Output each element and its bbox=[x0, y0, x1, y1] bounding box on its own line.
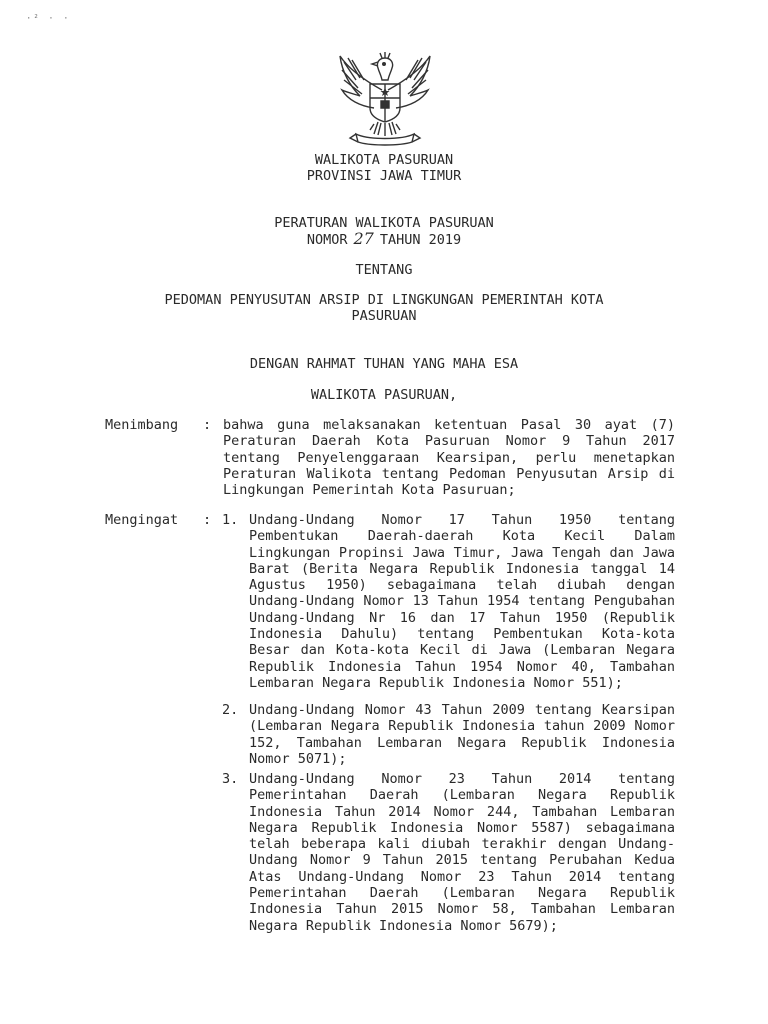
subject-line-2: PASURUAN bbox=[351, 308, 417, 324]
province-title: PROVINSI JAWA TIMUR bbox=[306, 168, 462, 184]
list-item-number: 1. bbox=[222, 512, 239, 528]
number-prefix: NOMOR bbox=[306, 232, 348, 248]
about-heading: TENTANG bbox=[355, 262, 413, 278]
list-item-text: Undang-Undang Nomor 23 Tahun 2014 tentang Pemerintahan Daerah (Lembaran Negara Republik Indonesia Tahun 2014 Nomor 244, Tambahan Lembaran Negara Republik Indonesia Nomor 5587) sebagaimana telah beberapa kali diubah terakhir dengan Undang-Undang Nomor 9 Tahun 2015 tentang Perubahan Kedua Atas Undang-Undang Nomor 23 Tahun 2014 tentang Pemerintahan Daerah (Lembaran Negara Republik Indonesia Tahun 2015 Nomor 58, Tambahan Lembaran Negara Republik Indonesia Nomor 5679); bbox=[249, 771, 675, 934]
regulation-year: TAHUN 2019 bbox=[379, 232, 462, 248]
corner-marks: ·² · · bbox=[26, 14, 71, 24]
regulation-number: 27 bbox=[353, 229, 374, 248]
regulation-number-line bbox=[0, 231, 768, 248]
list-item-text: Undang-Undang Nomor 43 Tahun 2009 tentang Kearsipan (Lembaran Negara Republik Indonesia tahun 2009 Nomor 152, Tambahan Lembaran Negara Republik Indonesia Nomor 5071); bbox=[249, 702, 675, 767]
mayor-line: WALIKOTA PASURUAN, bbox=[310, 387, 458, 403]
subject-line-1: PEDOMAN PENYUSUTAN ARSIP DI LINGKUNGAN PEMERINTAH KOTA bbox=[164, 292, 604, 308]
mengingat-label: Mengingat bbox=[105, 512, 179, 528]
garuda-emblem-icon bbox=[334, 50, 436, 148]
mengingat-colon: : bbox=[203, 512, 212, 528]
list-item-number: 3. bbox=[222, 771, 239, 787]
menimbang-colon: : bbox=[203, 417, 212, 433]
regulation-title: PERATURAN WALIKOTA PASURUAN bbox=[274, 215, 494, 231]
issuer-title: WALIKOTA PASURUAN bbox=[314, 152, 454, 168]
list-item-number: 2. bbox=[222, 702, 239, 718]
menimbang-label: Menimbang bbox=[105, 417, 179, 433]
list-item-text: Undang-Undang Nomor 17 Tahun 1950 tentang Pembentukan Daerah-daerah Kota Kecil Dalam Lingkungan Propinsi Jawa Timur, Jawa Tengah dan Jawa Barat (Berita Negara Republik Indonesia tanggal 14 Agustus 1950) sebagaimana telah diubah dengan Undang-Undang Nomor 13 Tahun 1954 tentang Pengubahan Undang-Undang Nr 16 dan 17 Tahun 1950 (Republik Indonesia Dahulu) tentang Pembentukan Kota-kota Besar dan Kota-kota Kecil di Jawa (Lembaran Negara Republik Indonesia Tahun 1954 Nomor 40, Tambahan Lembaran Negara Republik Indonesia Nomor 551); bbox=[249, 512, 675, 691]
menimbang-text: bahwa guna melaksanakan ketentuan Pasal 30 ayat (7) Peraturan Daerah Kota Pasuruan Nomor 9 Tahun 2017 tentang Penyelenggaraan Kearsipan, perlu menetapkan Peraturan Walikota tentang Pedoman Penyusutan Arsip di Lingkungan Pemerintah Kota Pasuruan; bbox=[223, 417, 675, 499]
blessing-line: DENGAN RAHMAT TUHAN YANG MAHA ESA bbox=[249, 356, 519, 372]
